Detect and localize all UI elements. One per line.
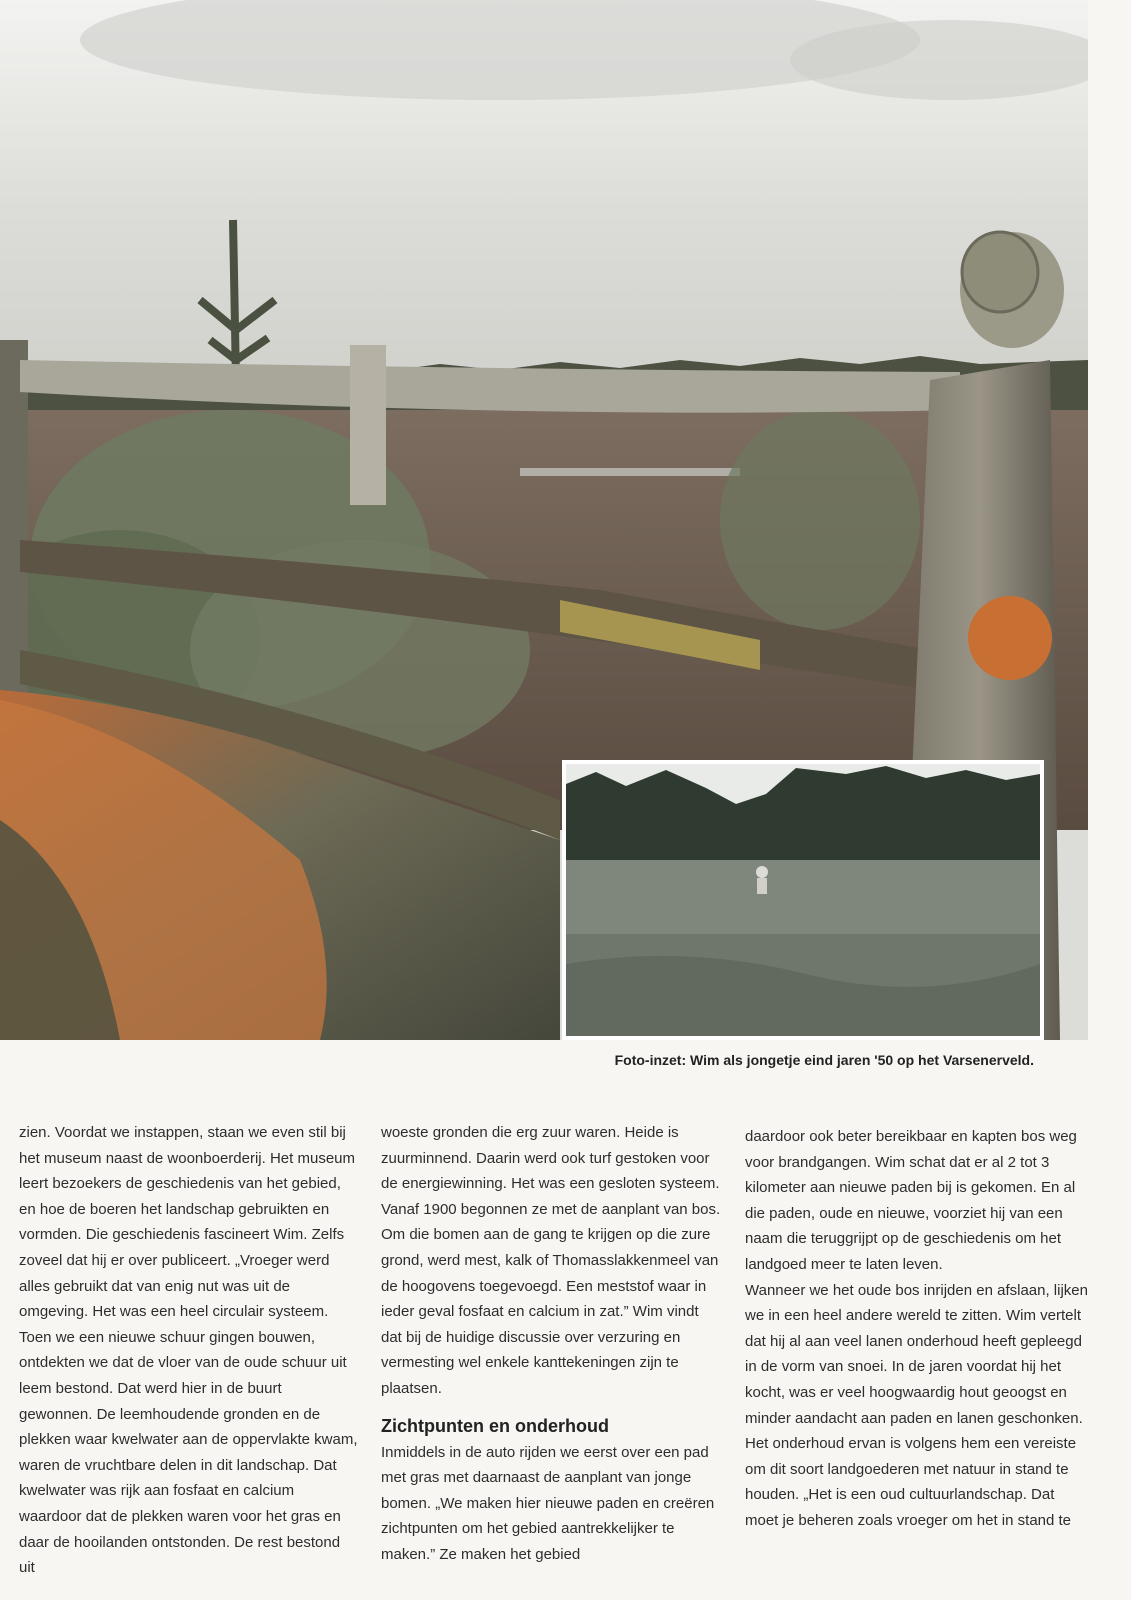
column-3-paragraph-2: Wanneer we het oude bos inrijden en afslaan, lijken we in een heel andere wereld te zitten. Wim vertelt dat hij al aan veel lanen onderhoud heeft gepleegd in de vorm van snoei. In de jaren voordat hij het kocht, was er veel hoogwaardig hout geoogst en minder aandacht aan paden en lanen geschonken. Het onderhoud ervan is volgens hem een vereiste om dit soort landgoederen met natuur in stand te houden. „Het is een oud cultuurlandschap. Dat moet je beheren zoals vroeger om het in stand te xyxy=(745,1281,1088,1529)
column-2-paragraph-1: woeste gronden die erg zuur waren. Heide is zuurminnend. Daarin werd ook turf gestoken voor de energiewinning. Het was een gesloten systeem. Vanaf 1900 begonnen ze met de aanplant van bos. Om die bomen aan de gang te krijgen op die zure grond, werd mest, kalk of Thomasslakkenmeel van de hoogovens toegevoegd. Een meststof waar in ieder geval fosfaat en calcium in zat.” Wim vindt dat bij de huidige discussie over verzuring en vermesting wel enkele kanttekeningen zijn te plaatsen. xyxy=(381,1124,721,1397)
text-column-3 xyxy=(745,1124,1090,1534)
text-column-2 xyxy=(381,1120,721,1568)
section-heading: Zichtpunten en onderhoud xyxy=(381,1415,609,1436)
photo-caption: Foto-inzet: Wim als jongetje eind jaren '50 op het Varsenerveld. xyxy=(614,1052,1034,1068)
heathland-illustration xyxy=(566,764,1040,1036)
inset-photo-heathland xyxy=(562,760,1044,1040)
column-1-paragraph: zien. Voordat we instappen, staan we even stil bij het museum naast de woonboerderij. Het museum leert bezoekers de geschiedenis van het gebied, en hoe de boeren het landschap gebruikten en vormden. Die geschiedenis fascineert Wim. Zelfs zoveel dat hij er over publiceert. „Vroeger werd alles gebruikt dat van enig nut was uit de omgeving. Het was een heel circulair systeem. Toen we een nieuwe schuur gingen bouwen, ontdekten we dat de vloer van de oude schuur uit leem bestond. Dat werd hier in de buurt gewonnen. De leemhoudende gronden en de plekken waar kwelwater aan de oppervlakte kwam, waren de vruchtbare delen in dit landschap. Dat kwelwater was rijk aan fosfaat en calcium waardoor dat de plekken waren voor het gras en daar de hooilanden ontstonden. De rest bestond uit xyxy=(19,1124,358,1577)
column-2-paragraph-2: Inmiddels in de auto rijden we eerst over een pad met gras met daarnaast de aanplant van jonge bomen. „We maken hier nieuwe paden en creëren zichtpunten om het gebied aantrekkelijker te maken.” Ze maken het gebied xyxy=(381,1443,715,1563)
column-3-paragraph-1: daardoor ook beter bereikbaar en kapten bos weg voor brandgangen. Wim schat dat er al 2 tot 3 kilometer aan nieuwe paden bij is gekomen. En al die paden, oude en nieuwe, voorziet hij van een naam die teruggrijpt op de geschiedenis om het landgoed meer te laten leven. xyxy=(745,1128,1077,1273)
text-column-1 xyxy=(19,1120,359,1581)
